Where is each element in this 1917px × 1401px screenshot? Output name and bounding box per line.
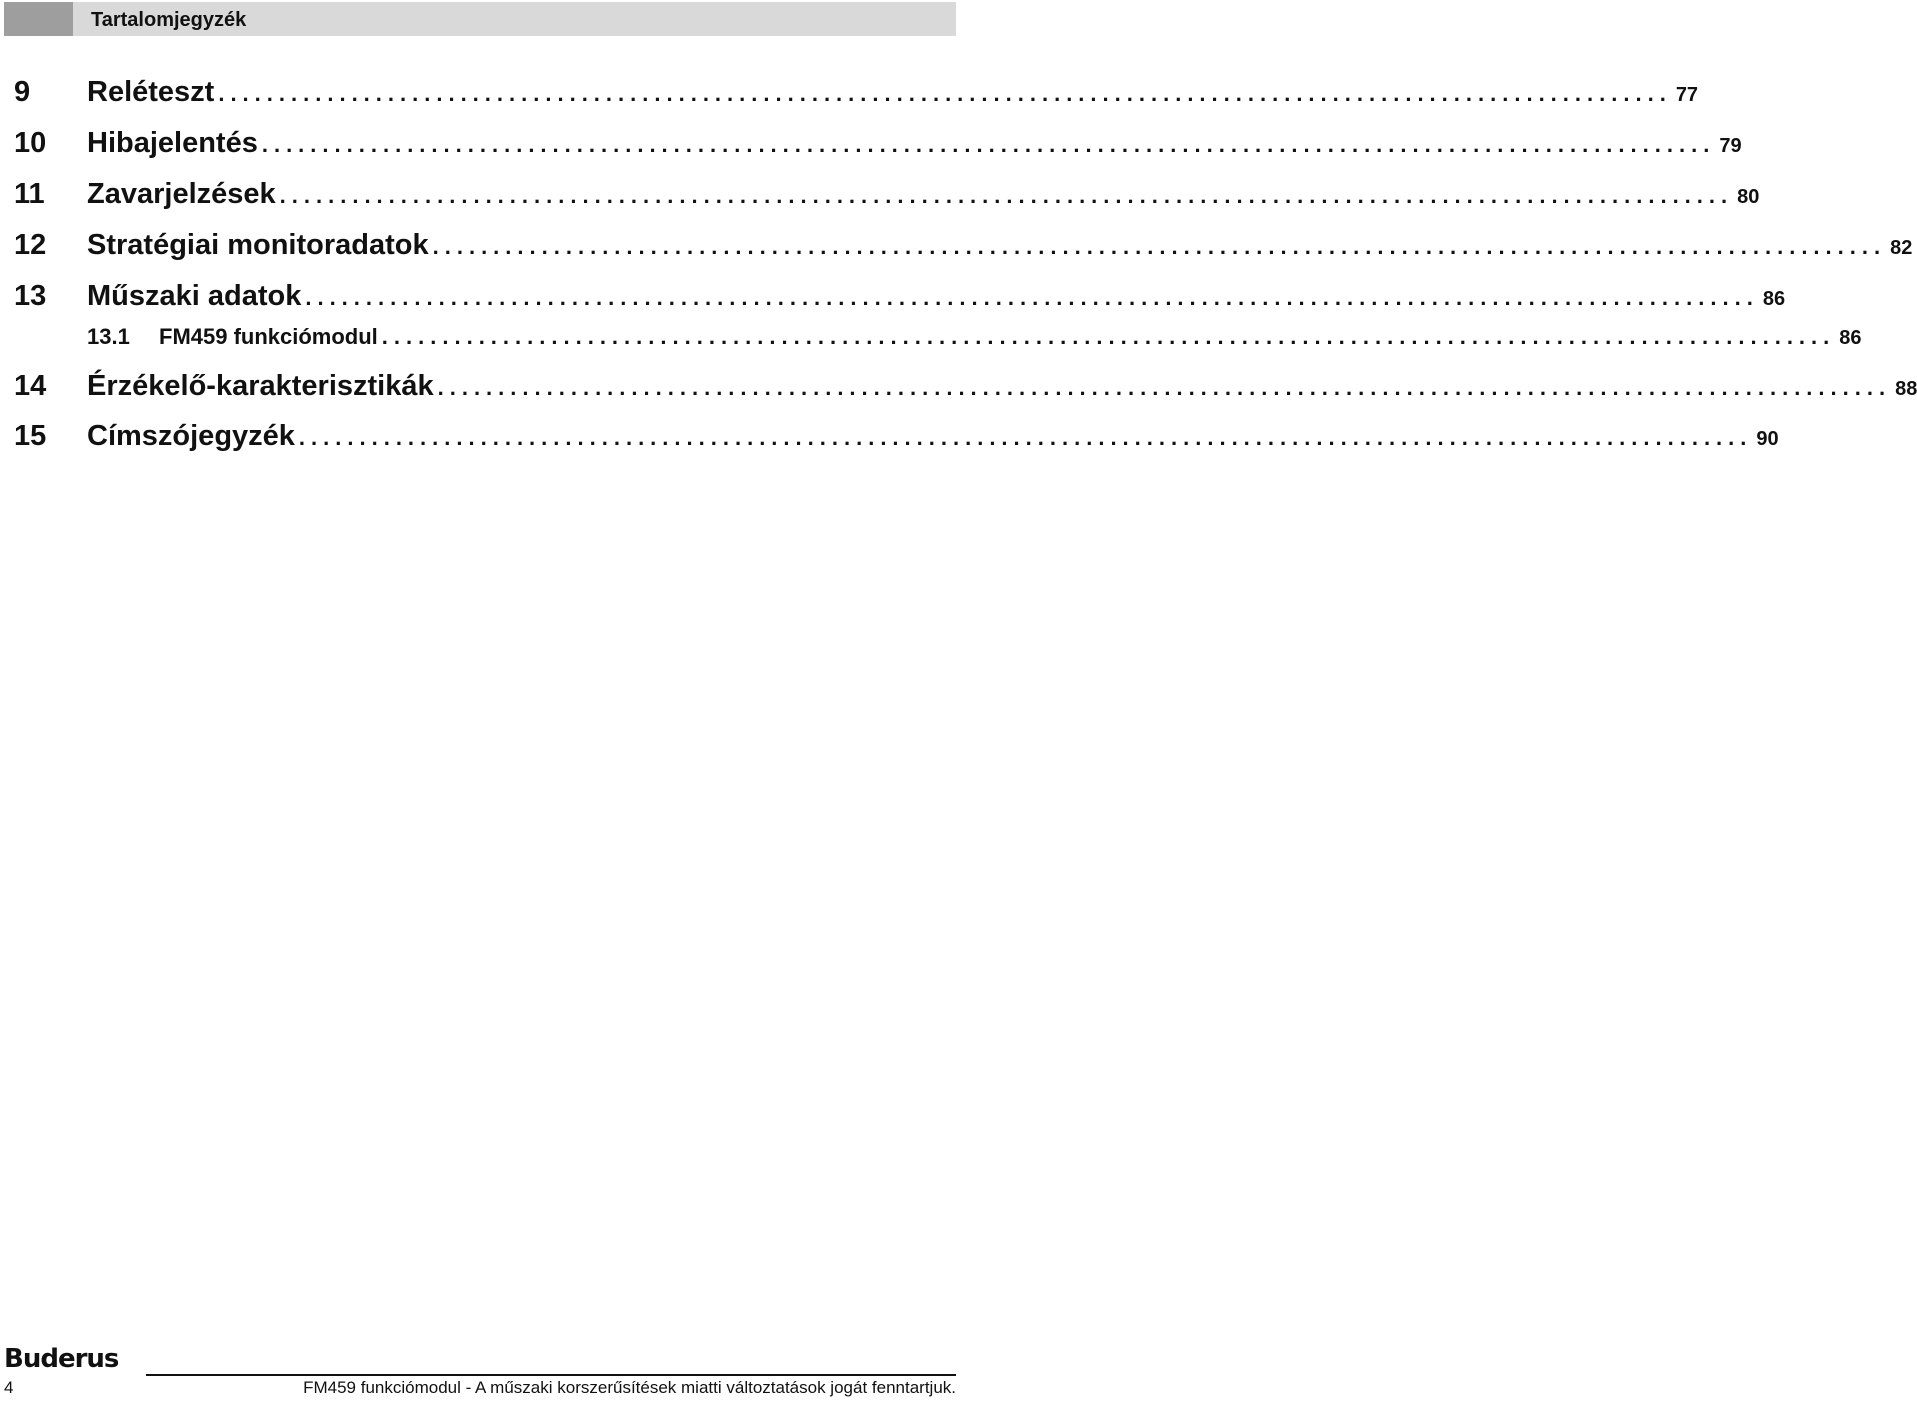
header-title: Tartalomjegyzék [91, 9, 247, 31]
toc-entry-number: 13.1 [87, 324, 130, 349]
toc-leader-dots: ........................................................................................................................ [437, 375, 1892, 400]
toc-entry-number: 15 [14, 420, 47, 452]
buderus-logo: Buderus [4, 1344, 119, 1374]
toc-entry[interactable] [14, 420, 1779, 460]
toc-entry-number: 9 [14, 76, 31, 108]
footer-text: FM459 funkciómodul - A műszaki korszerűsítések miatti változtatások jogát fenntartjuk. [303, 1378, 956, 1397]
toc-entry-page: 86 [1839, 327, 1862, 349]
toc-entry-number: 10 [14, 127, 47, 159]
toc-subentry[interactable] [14, 324, 1862, 364]
toc-entry[interactable] [14, 280, 1786, 320]
header-bar [4, 2, 956, 36]
footer-divider [146, 1374, 956, 1376]
toc-entry-title: Műszaki adatok [87, 280, 302, 312]
toc-entry-title: Reléteszt [87, 76, 215, 108]
toc-entry[interactable] [14, 370, 1917, 410]
toc-entry-title: FM459 funkciómodul [159, 324, 378, 349]
toc-entry-title: Hibajelentés [87, 127, 258, 159]
toc-entry-page: 86 [1762, 288, 1786, 310]
toc-entry-number: 14 [14, 370, 47, 402]
toc-entry-title: Zavarjelzések [87, 178, 276, 210]
toc-leader-dots: ........................................................................................................................ [432, 234, 1887, 259]
page-number: 4 [4, 1378, 14, 1397]
toc-entry-page: 82 [1890, 237, 1913, 259]
toc-leader-dots: ........................................................................................................................ [298, 425, 1753, 450]
toc-leader-dots: ........................................................................................................................ [218, 81, 1672, 106]
toc-entry-page: 80 [1737, 186, 1760, 208]
toc-leader-dots: ........................................................................................................................ [261, 132, 1716, 157]
toc-leader-dots: ........................................................................................................................ [305, 285, 1759, 310]
toc-entry-number: 11 [14, 178, 45, 210]
toc-entry-title: Címszójegyzék [87, 420, 295, 452]
toc-entry-page: 90 [1756, 428, 1779, 450]
toc-leader-dots: ........................................................................................................................ [279, 183, 1734, 208]
toc-entry[interactable] [14, 76, 1699, 116]
header-tab-block [4, 2, 73, 36]
toc-entry-page: 88 [1895, 378, 1917, 400]
toc-entry-number: 13 [14, 280, 47, 312]
toc-entry-page: 77 [1675, 84, 1699, 106]
toc-entry-title: Érzékelő-karakterisztikák [87, 370, 434, 402]
toc-entry[interactable] [14, 229, 1913, 269]
toc-entry[interactable] [14, 127, 1742, 167]
toc-leader-dots: ........................................................................................................................ [381, 324, 1836, 349]
toc-entry[interactable] [14, 178, 1760, 218]
toc-entry-page: 79 [1719, 135, 1742, 157]
toc-entry-title: Stratégiai monitoradatok [87, 229, 429, 261]
toc-entry-number: 12 [14, 229, 47, 261]
